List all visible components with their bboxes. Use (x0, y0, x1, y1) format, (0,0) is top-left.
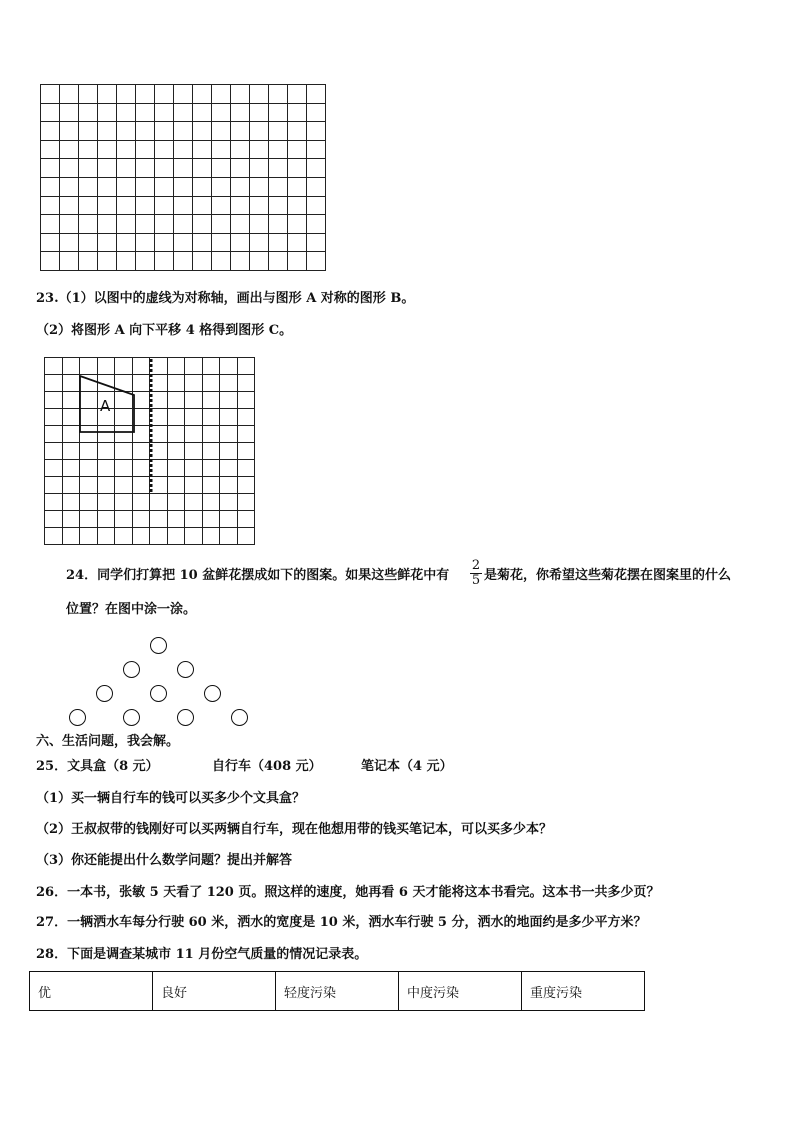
grid-cell (288, 215, 307, 234)
grid-cell (60, 140, 79, 159)
grid-cell (117, 159, 136, 178)
grid-cell (212, 233, 231, 252)
grid-cell (288, 103, 307, 122)
grid-cell (79, 196, 98, 215)
grid-cell (60, 103, 79, 122)
grid-cell (60, 122, 79, 141)
grid-cell (212, 196, 231, 215)
grid-cell (288, 85, 307, 104)
grid-cell (269, 177, 288, 196)
grid-cell (269, 122, 288, 141)
grid-cell (136, 252, 155, 271)
q24-text-after: 是菊花，你希望这些菊花摆在图案里的什么 (484, 568, 732, 583)
flower-pot-circle[interactable] (123, 709, 140, 726)
grid-cell (155, 196, 174, 215)
grid-cell (269, 252, 288, 271)
grid-cell (212, 159, 231, 178)
grid-cell (250, 140, 269, 159)
grid-cell (117, 177, 136, 196)
header-cell-good: 良好 (153, 972, 276, 1011)
grid-cell (193, 233, 212, 252)
grid-cell (117, 252, 136, 271)
grid-cell (155, 140, 174, 159)
grid-cell (212, 215, 231, 234)
flower-pot-circle[interactable] (150, 685, 167, 702)
flower-pot-circle[interactable] (69, 709, 86, 726)
grid-cell (231, 122, 250, 141)
grid-cell (307, 159, 326, 178)
grid-cell (212, 85, 231, 104)
grid-cell (231, 233, 250, 252)
grid-row (41, 159, 326, 178)
grid-cell (41, 122, 60, 141)
grid-cell (250, 159, 269, 178)
q26-text: 26．一本书，张敏 5 天看了 120 页。照这样的速度，她再看 6 天才能将这本书看完。这本书一共多少页？ (36, 885, 660, 900)
q23-part2: （2）将图形 A 向下平移 4 格得到图形 C。 (36, 323, 293, 338)
grid-cell (79, 215, 98, 234)
grid-cell (288, 196, 307, 215)
grid-cell (136, 103, 155, 122)
grid-cell (250, 252, 269, 271)
grid-cell (174, 122, 193, 141)
flower-pot-circle[interactable] (177, 709, 194, 726)
grid-cell (136, 85, 155, 104)
header-cell-moderate-pollution: 中度污染 (399, 972, 522, 1011)
q27-text: 27．一辆洒水车每分行驶 60 米，洒水的宽度是 10 米，洒水车行驶 5 分，洒水的地面约是多少平方米？ (36, 915, 647, 930)
grid-cell (174, 159, 193, 178)
grid-cell (136, 140, 155, 159)
grid-cell (41, 85, 60, 104)
grid-cell (250, 215, 269, 234)
grid-cell (174, 85, 193, 104)
grid-cell (231, 85, 250, 104)
grid-cell (41, 177, 60, 196)
flower-pot-circle[interactable] (150, 637, 167, 654)
grid-cell (269, 103, 288, 122)
grid-cell (174, 233, 193, 252)
grid-cell (79, 103, 98, 122)
grid-cell (98, 85, 117, 104)
grid-cell (41, 103, 60, 122)
grid-cell (269, 159, 288, 178)
grid-cell (98, 140, 117, 159)
grid-cell (155, 103, 174, 122)
grid-cell (269, 215, 288, 234)
grid-cell (79, 177, 98, 196)
grid-cell (98, 215, 117, 234)
grid-cell (193, 196, 212, 215)
grid-cell (231, 103, 250, 122)
flower-pot-circle[interactable] (96, 685, 113, 702)
grid-cell (155, 85, 174, 104)
grid-row (41, 215, 326, 234)
grid-cell (250, 196, 269, 215)
grid-cell (79, 159, 98, 178)
grid-cell (136, 196, 155, 215)
grid-cell (307, 103, 326, 122)
grid-cell (60, 196, 79, 215)
q25-sub3: （3）你还能提出什么数学问题？提出并解答 (36, 853, 293, 868)
grid-cell (60, 85, 79, 104)
grid-cell (212, 140, 231, 159)
grid-cell (117, 140, 136, 159)
grid-cell (231, 215, 250, 234)
grid-cell (79, 140, 98, 159)
grid-cell (193, 103, 212, 122)
grid-cell (288, 122, 307, 141)
grid-cell (269, 196, 288, 215)
shape-a-label: A (100, 397, 111, 415)
grid-cell (288, 159, 307, 178)
grid-cell (174, 215, 193, 234)
grid-cell (117, 215, 136, 234)
grid-cell (288, 252, 307, 271)
flower-pot-circle[interactable] (231, 709, 248, 726)
grid-cell (174, 140, 193, 159)
grid-cell (117, 103, 136, 122)
q23-part1: 23.（1）以图中的虚线为对称轴，画出与图形 A 对称的图形 B。 (36, 291, 415, 306)
grid-cell (155, 233, 174, 252)
grid-cell (41, 233, 60, 252)
grid-cell (79, 85, 98, 104)
grid-cell (98, 233, 117, 252)
header-cell-heavy-pollution: 重度污染 (522, 972, 645, 1011)
grid-cell (155, 177, 174, 196)
grid-cell (307, 196, 326, 215)
grid-cell (250, 177, 269, 196)
q25-sub1: （1）买一辆自行车的钱可以买多少个文具盒？ (36, 791, 306, 806)
fraction-denominator: 5 (471, 573, 481, 588)
grid-cell (136, 215, 155, 234)
grid-cell (250, 103, 269, 122)
grid-cell (212, 122, 231, 141)
grid-cell (117, 122, 136, 141)
grid-row (41, 233, 326, 252)
grid-cell (98, 177, 117, 196)
grid-cell (79, 252, 98, 271)
q25-sub2: （2）王叔叔带的钱刚好可以买两辆自行车，现在他想用带的钱买笔记本，可以买多少本？ (36, 822, 553, 837)
grid-row (41, 196, 326, 215)
grid-cell (117, 233, 136, 252)
grid-row (41, 103, 326, 122)
grid-row (41, 252, 326, 271)
grid-cell (231, 177, 250, 196)
header-cell-excellent: 优 (30, 972, 153, 1011)
grid-cell (231, 159, 250, 178)
grid-cell (193, 140, 212, 159)
grid-cell (136, 159, 155, 178)
grid-cell (250, 233, 269, 252)
grid-cell (136, 122, 155, 141)
grid-cell (155, 252, 174, 271)
q24-text-before: 24．同学们打算把 10 盆鲜花摆成如下的图案。如果这些鲜花中有 (66, 568, 450, 583)
grid-cell (231, 196, 250, 215)
grid-cell (98, 196, 117, 215)
grid-cell (307, 233, 326, 252)
grid-cell (60, 177, 79, 196)
grid-cell (231, 140, 250, 159)
grid-cell (307, 177, 326, 196)
grid-cell (155, 215, 174, 234)
q24-line2: 位置？在图中涂一涂。 (66, 602, 197, 617)
table-row (30, 972, 645, 1011)
q25-item-pencil-box: 25．文具盒（8 元） (36, 759, 159, 774)
flower-pot-circle[interactable] (123, 661, 140, 678)
air-quality-table (29, 971, 645, 1011)
grid-cell (269, 140, 288, 159)
grid-cell (41, 252, 60, 271)
grid-cell (117, 85, 136, 104)
grid-cell (307, 122, 326, 141)
grid-cell (79, 122, 98, 141)
grid-cell (212, 103, 231, 122)
flower-pot-circle[interactable] (204, 685, 221, 702)
grid-row (41, 140, 326, 159)
grid-cell (136, 177, 155, 196)
q23-figure (44, 357, 257, 545)
grid-cell (174, 196, 193, 215)
grid-cell (193, 85, 212, 104)
grid-cell (250, 122, 269, 141)
flower-pot-circle[interactable] (177, 661, 194, 678)
grid-cell (98, 252, 117, 271)
grid-cell (98, 159, 117, 178)
grid-cell (193, 215, 212, 234)
grid-cell (231, 252, 250, 271)
grid-cell (98, 103, 117, 122)
grid-cell (79, 233, 98, 252)
grid-cell (136, 233, 155, 252)
grid-cell (269, 233, 288, 252)
grid-cell (155, 159, 174, 178)
grid-cell (98, 122, 117, 141)
q28-text: 28．下面是调查某城市 11 月份空气质量的情况记录表。 (36, 947, 368, 962)
grid-cell (174, 252, 193, 271)
grid-cell (117, 196, 136, 215)
grid-cell (41, 159, 60, 178)
grid-cell (250, 85, 269, 104)
grid-cell (41, 215, 60, 234)
grid-cell (212, 252, 231, 271)
grid-cell (174, 177, 193, 196)
grid-cell (193, 177, 212, 196)
grid-cell (288, 233, 307, 252)
q25-item-bicycle: 自行车（408 元） (212, 759, 322, 774)
grid-cell (288, 140, 307, 159)
q23-overlay (44, 357, 257, 545)
grid-cell (155, 122, 174, 141)
grid-cell (269, 85, 288, 104)
grid-cell (60, 159, 79, 178)
grid-cell (193, 122, 212, 141)
grid-cell (60, 233, 79, 252)
grid-cell (307, 140, 326, 159)
grid-cell (212, 177, 231, 196)
grid-row (41, 177, 326, 196)
grid-cell (41, 140, 60, 159)
grid-row (41, 85, 326, 104)
drawing-grid-top (40, 84, 326, 271)
grid-cell (41, 196, 60, 215)
grid-cell (307, 215, 326, 234)
grid-cell (307, 85, 326, 104)
header-cell-light-pollution: 轻度污染 (276, 972, 399, 1011)
grid-cell (193, 159, 212, 178)
grid-cell (288, 177, 307, 196)
grid-cell (60, 252, 79, 271)
fraction-two-fifths (470, 559, 482, 588)
fraction-numerator: 2 (471, 558, 481, 573)
grid-cell (193, 252, 212, 271)
q25-item-notebook: 笔记本（4 元） (361, 759, 453, 774)
grid-cell (174, 103, 193, 122)
grid-cell (60, 215, 79, 234)
grid-row (41, 122, 326, 141)
grid-cell (307, 252, 326, 271)
section-six-heading: 六、生活问题，我会解。 (36, 734, 180, 749)
